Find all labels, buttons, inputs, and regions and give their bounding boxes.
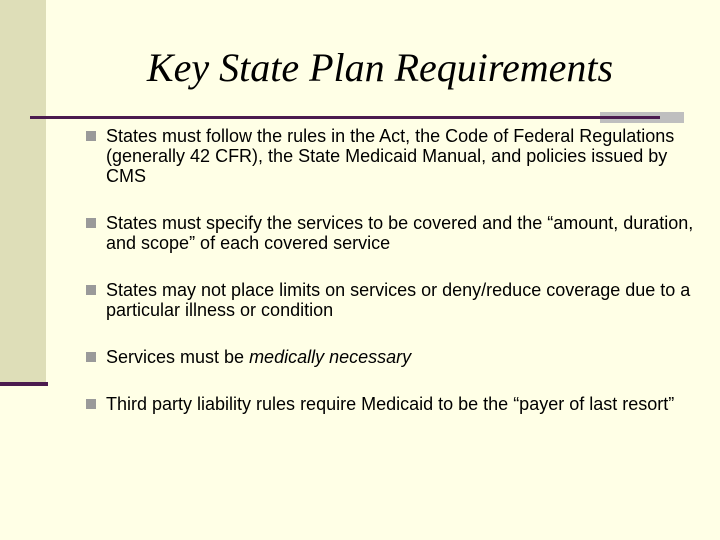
title-rule — [30, 116, 660, 119]
bullet-item — [86, 126, 702, 186]
bullet-item — [86, 394, 702, 414]
square-bullet-icon — [86, 131, 96, 141]
bullet-item — [86, 213, 702, 253]
square-bullet-icon — [86, 285, 96, 295]
bullet-text: States must follow the rules in the Act, the Code of Federal Regulations (generally 42 CFR), the State Medicaid Manual, and policies issued by CMS — [106, 126, 675, 186]
bullet-text: States must specify the services to be covered and the “amount, duration, and scope” of each covered service — [106, 213, 694, 253]
bullet-text: Third party liability rules require Medicaid to be the “payer of last resort” — [106, 394, 675, 414]
bullet-text: Services must be — [106, 347, 250, 367]
bullet-emphasis: medically necessary — [249, 347, 412, 367]
left-accent-bar-divider — [0, 382, 48, 386]
bullet-item — [86, 280, 702, 320]
square-bullet-icon — [86, 218, 96, 228]
bullet-item — [86, 347, 702, 367]
left-accent-bar — [0, 0, 46, 382]
square-bullet-icon — [86, 399, 96, 409]
square-bullet-icon — [86, 352, 96, 362]
slide-title: Key State Plan Requirements — [146, 45, 614, 90]
bullet-text: States may not place limits on services or deny/reduce coverage due to a particular illness or condition — [106, 280, 691, 320]
bullet-list — [86, 126, 702, 441]
